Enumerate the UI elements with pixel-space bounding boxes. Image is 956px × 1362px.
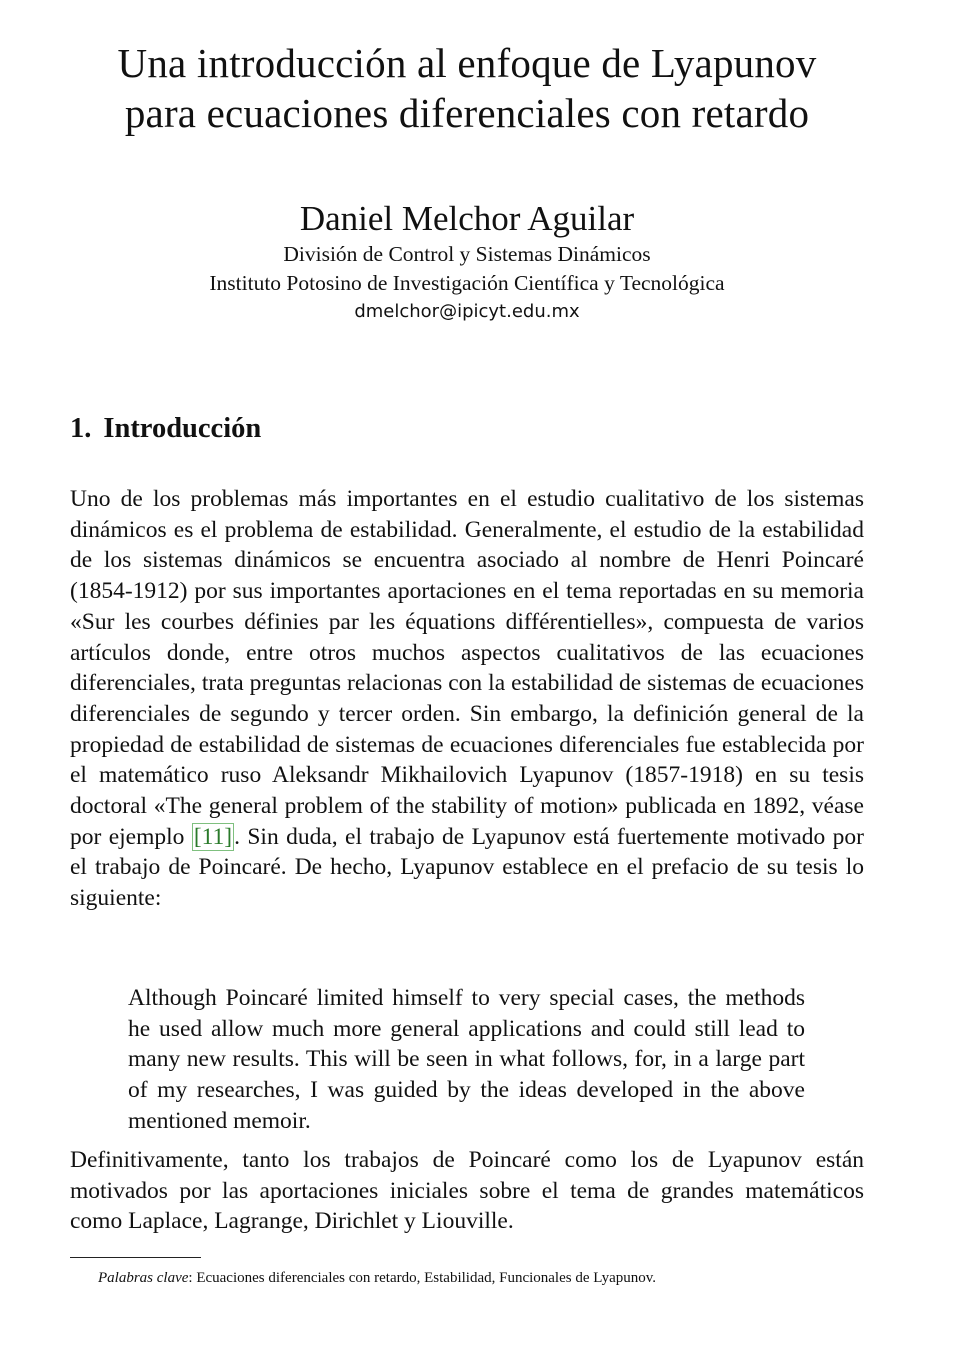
citation-link[interactable]: [11] xyxy=(193,823,233,850)
author-email: dmelchor@ipicyt.edu.mx xyxy=(354,301,580,322)
body-paragraph-1 xyxy=(70,484,864,914)
footnote xyxy=(98,1268,858,1288)
section-heading xyxy=(70,409,261,449)
author-block xyxy=(70,198,864,326)
paragraph-1-text-b: . Sin duda, el trabajo de Lyapunov está fuertemente motivado por el trabajo de Poincaré. De hecho, Lyapunov establece en el prefacio de su tesis lo siguiente: xyxy=(70,823,864,912)
author-name: Daniel Melchor Aguilar xyxy=(299,199,635,238)
author-institute: Instituto Potosino de Investigación Científica y Tecnológica xyxy=(209,271,725,295)
section-number: 1. xyxy=(70,413,92,444)
section-title: Introducción xyxy=(103,413,262,444)
footnote-text: : Ecuaciones diferenciales con retardo, Estabilidad, Funcionales de Lyapunov. xyxy=(188,1270,657,1286)
footnote-label: Palabras clave xyxy=(98,1270,189,1286)
title-line-1: Una introducción al enfoque de Lyapunov xyxy=(117,40,817,86)
block-quote: Although Poincaré limited himself to very special cases, the methods he used allow much more general applications and could still lead to many new results. This will be seen in what follows, for, in a large part of my researches, I was guided by the ideas developed in the above mentioned memoir. xyxy=(128,985,805,1134)
paragraph-1-text-a: Uno de los problemas más importantes en el estudio cualitativo de los sistemas dinámicos es el problema de estabilidad. Generalmente, el estudio de la estabilidad de los sistemas dinámicos se encuentra asociado al nombre de Henri Poincaré (1854-1912) por sus importantes aportaciones en el tema reportadas en su memoria «Sur les courbes définies par les équations différentielles», compuesta de varios artículos donde, entre otros muchos aspectos cualitativos de las ecuaciones diferenciales, trata preguntas relacionas con la estabilidad de sistemas de ecuaciones diferenciales de segundo y tercer orden. Sin embargo, la definición general de la propiedad de estabilidad de sistemas de ecuaciones diferenciales fue establecida por el matemático ruso Aleksandr Mikhailovich Lyapunov (1857-1918) en su tesis doctoral «The general problem of the stability of motion» publicada en 1892, véase por ejemplo xyxy=(70,486,864,850)
footnote-divider xyxy=(70,1257,201,1258)
paper-title xyxy=(70,38,864,138)
title-line-2: para ecuaciones diferenciales con retardo xyxy=(124,90,810,136)
author-division: División de Control y Sistemas Dinámicos xyxy=(283,242,651,266)
body-paragraph-2: Definitivamente, tanto los trabajos de Poincaré como los de Lyapunov están motivados por las aportaciones iniciales sobre el tema de grandes matemáticos como Laplace, Lagrange, Dirichlet y Liouville. xyxy=(70,1147,864,1235)
